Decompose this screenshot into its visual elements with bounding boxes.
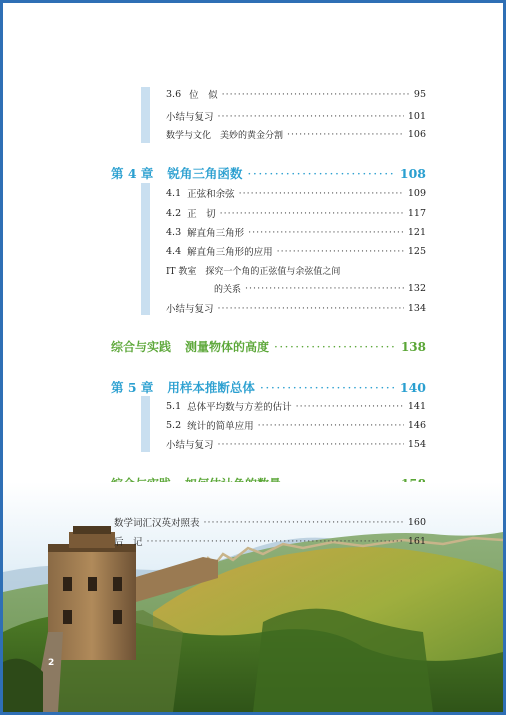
entry-title: 统计的简单应用 xyxy=(187,421,254,432)
leader-dots xyxy=(218,303,404,314)
entry-title: 解直角三角形的应用 xyxy=(187,247,273,258)
toc-entry-it-room-line1[interactable] xyxy=(166,264,426,277)
entry-number: 4.4 xyxy=(166,245,182,257)
leader-dots xyxy=(245,283,404,294)
chapter-title: 锐角三角函数 xyxy=(167,166,243,181)
leader-dots xyxy=(260,380,395,395)
toc-entry-it-room-line2[interactable] xyxy=(214,282,426,295)
entry-number: 5.2 xyxy=(166,419,182,431)
entry-title-cont: 的关系 xyxy=(214,285,242,295)
practice-1-heading[interactable] xyxy=(111,338,426,355)
entry-title: 后 记 xyxy=(114,537,143,548)
chapter-4-heading[interactable] xyxy=(111,164,426,182)
entry-page: 160 xyxy=(407,516,426,528)
leader-dots xyxy=(274,340,396,354)
entry-number: 4.1 xyxy=(166,187,182,199)
toc-entry-ch5-review[interactable] xyxy=(166,437,426,451)
toc-entry-5-2[interactable] xyxy=(166,418,426,432)
entry-title: 小结与复习 xyxy=(166,304,214,315)
toc-entry-4-4[interactable] xyxy=(166,244,426,258)
leader-dots xyxy=(258,420,404,431)
chapter-label: 第 4 章 xyxy=(111,166,154,181)
toc-entry-afterword[interactable] xyxy=(114,534,426,548)
toc-entry-math-culture[interactable] xyxy=(166,128,426,141)
toc-entry-4-1[interactable] xyxy=(166,186,426,200)
entry-title: IT 教室 探究一个角的正弦值与余弦值之间 xyxy=(166,267,341,277)
entry-page: 106 xyxy=(407,129,426,140)
practice-page: 138 xyxy=(400,339,426,354)
leader-dots xyxy=(247,166,394,181)
entry-title: 解直角三角形 xyxy=(187,228,245,239)
chapter-page: 108 xyxy=(399,165,426,181)
entry-number: 4.3 xyxy=(166,226,182,238)
leader-dots xyxy=(204,517,404,528)
section-bar-ch4 xyxy=(141,183,150,315)
leader-dots xyxy=(248,227,404,238)
entry-title: 总体平均数与方差的估计 xyxy=(187,402,292,413)
entry-page: 117 xyxy=(407,207,426,219)
leader-dots xyxy=(147,536,404,547)
entry-title: 小结与复习 xyxy=(166,112,214,123)
section-bar-ch3 xyxy=(141,87,150,143)
leader-dots xyxy=(220,208,404,219)
leader-dots xyxy=(296,401,404,412)
entry-page: 154 xyxy=(407,438,426,450)
toc-entry-4-3[interactable] xyxy=(166,225,426,239)
toc-entry-ch4-review[interactable] xyxy=(166,301,426,315)
chapter-5-heading[interactable] xyxy=(111,378,426,396)
entry-page: 121 xyxy=(407,226,426,238)
entry-page: 101 xyxy=(407,110,426,122)
leader-dots xyxy=(218,439,404,450)
toc-entry-3-6[interactable] xyxy=(166,87,426,101)
entry-title: 位 似 xyxy=(189,90,218,101)
leader-dots xyxy=(277,246,404,257)
entry-page: 134 xyxy=(407,302,426,314)
chapter-label: 第 5 章 xyxy=(111,380,154,395)
chapter-title: 用样本推断总体 xyxy=(167,380,255,395)
entry-title: 数学与文化 美妙的黄金分割 xyxy=(166,131,284,141)
practice-title: 测量物体的高度 xyxy=(185,340,270,354)
leader-dots xyxy=(218,111,404,122)
leader-dots xyxy=(222,89,410,100)
practice-label: 综合与实践 xyxy=(111,340,172,354)
entry-page: 146 xyxy=(407,419,426,431)
page-number: 2 xyxy=(48,658,55,668)
section-bar-ch5 xyxy=(141,396,150,452)
entry-number: 4.2 xyxy=(166,207,182,219)
entry-title: 数学词汇汉英对照表 xyxy=(114,518,200,529)
toc-entry-5-1[interactable] xyxy=(166,399,426,413)
entry-page: 109 xyxy=(407,187,426,199)
entry-number: 3.6 xyxy=(166,88,182,100)
toc-entry-glossary[interactable] xyxy=(114,515,426,529)
entry-page: 132 xyxy=(407,283,426,294)
leader-dots xyxy=(287,129,404,140)
entry-page: 141 xyxy=(407,400,426,412)
entry-number: 5.1 xyxy=(166,400,182,412)
entry-title: 正弦和余弦 xyxy=(187,189,235,200)
entry-page: 125 xyxy=(407,245,426,257)
entry-title: 小结与复习 xyxy=(166,440,214,451)
toc-entry-ch3-review[interactable] xyxy=(166,109,426,123)
toc-entry-4-2[interactable] xyxy=(166,206,426,220)
entry-page: 161 xyxy=(407,535,426,547)
leader-dots xyxy=(239,188,404,199)
entry-page: 95 xyxy=(413,88,426,100)
entry-title: 正 切 xyxy=(187,209,216,220)
chapter-page: 140 xyxy=(399,379,426,395)
